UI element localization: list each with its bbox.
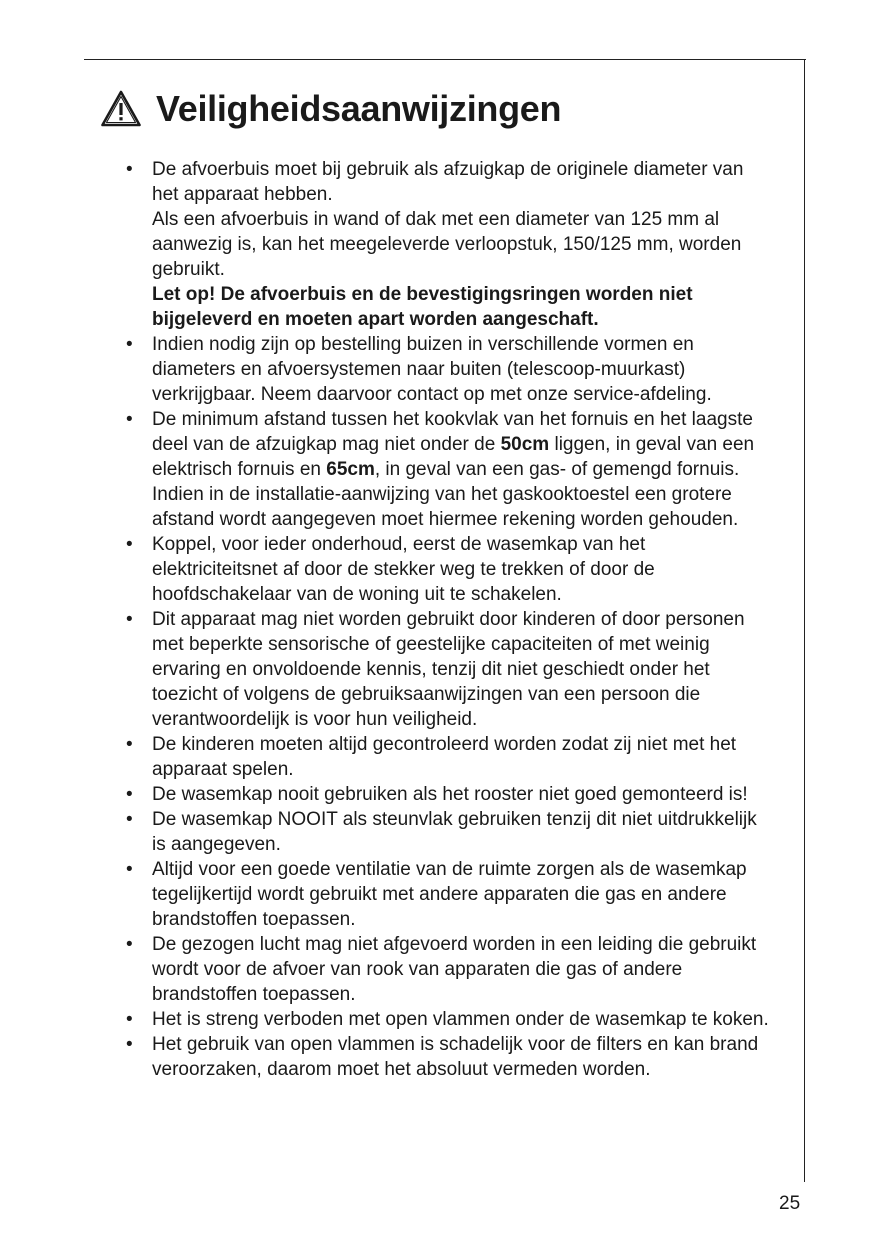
list-item-text: Als een afvoerbuis in wand of dak met een diameter van 125 mm al aanwezig is, kan het meegeleverde verloopstuk, 150/125 mm, worden gebruikt. xyxy=(152,209,742,280)
bold-warning-text: Let op! De afvoerbuis en de bevestigingsringen worden niet bijgeleverd en moeten apart worden aangeschaft. xyxy=(152,284,693,330)
list-item-text: • Altijd voor een goede ventilatie van de ruimte zorgen als de wasemkap tegelijkertijd wordt gebruikt met andere apparaten die gas en andere brandstoffen toepassen. xyxy=(152,859,747,930)
list-item xyxy=(124,1032,774,1082)
list-item-text: • Koppel, voor ieder onderhoud, eerst de wasemkap van het elektriciteitsnet af door de stekker weg te trekken of door de hoofdschakelaar van de woning uit te schakelen. xyxy=(152,534,655,605)
text-fragment: De minimum afstand tussen het kookvlak van het fornuis en het laagste deel van de afzuigkap mag niet onder de xyxy=(152,409,753,455)
top-border-rule xyxy=(84,59,806,60)
list-item-text xyxy=(152,407,774,482)
section-heading xyxy=(100,88,561,130)
page-number: 25 xyxy=(779,1193,801,1214)
bullet-list xyxy=(124,157,774,1082)
page-title: Veiligheidsaanwijzingen xyxy=(156,88,562,129)
list-item xyxy=(124,857,774,932)
list-item xyxy=(124,157,774,332)
safety-instructions xyxy=(124,157,774,1082)
list-item-text: • Indien nodig zijn op bestelling buizen in verschillende vormen en diameters en afvoersystemen naar buiten (telescoop-muurkast) verkrijgbaar. Neem daarvoor contact op met onze service-afdeling. xyxy=(152,334,712,405)
distance-gas: 65cm xyxy=(326,459,375,480)
list-item xyxy=(124,332,774,407)
list-item xyxy=(124,607,774,732)
list-item xyxy=(124,532,774,607)
distance-electric: 50cm xyxy=(500,434,550,455)
list-item-text: • De wasemkap NOOIT als steunvlak gebruiken tenzij dit niet uitdrukkelijk is aangegeven. xyxy=(152,809,757,855)
warning-triangle-icon xyxy=(100,89,142,129)
list-item-warning xyxy=(152,282,774,332)
list-item-text: Indien in de installatie-aanwijzing van het gaskooktoestel een grotere afstand wordt aangegeven moet hiermee rekening worden gehouden. xyxy=(152,484,739,530)
list-item-text: • Het gebruik van open vlammen is schadelijk voor de filters en kan brand veroorzaken, daarom moet het absoluut vermeden worden. xyxy=(152,1034,759,1080)
list-item xyxy=(124,732,774,782)
list-item-text: • Dit apparaat mag niet worden gebruikt door kinderen of door personen met beperkte sensorische of geestelijke capaciteiten of met weinig ervaring en onvoldoende kennis, tenzij dit niet geschiedt onder het toezicht of volgens de gebruiksaanwijzingen van een persoon die verantwoordelijk is voor hun veiligheid. xyxy=(152,609,745,730)
text-fragment: liggen, in geval van een elektrisch fornuis en xyxy=(152,434,755,480)
list-item xyxy=(124,807,774,857)
list-item-text: • Het is streng verboden met open vlammen onder de wasemkap te koken. xyxy=(152,1009,769,1030)
right-border-rule xyxy=(804,59,805,1182)
list-item-text: • De kinderen moeten altijd gecontroleerd worden zodat zij niet met het apparaat spelen. xyxy=(152,734,737,780)
list-item xyxy=(124,1007,774,1032)
list-item-text: • De wasemkap nooit gebruiken als het rooster niet goed gemonteerd is! xyxy=(152,784,748,805)
list-item xyxy=(124,782,774,807)
list-item xyxy=(124,407,774,532)
list-item xyxy=(124,932,774,1007)
list-item-text: • De gezogen lucht mag niet afgevoerd worden in een leiding die gebruikt wordt voor de afvoer van rook van apparaten die gas of andere brandstoffen toepassen. xyxy=(152,934,757,1005)
text-fragment: , in geval van een gas- of gemengd fornuis. xyxy=(374,459,740,480)
list-item-text: • De afvoerbuis moet bij gebruik als afzuigkap de originele diameter van het apparaat hebben. xyxy=(152,159,744,205)
